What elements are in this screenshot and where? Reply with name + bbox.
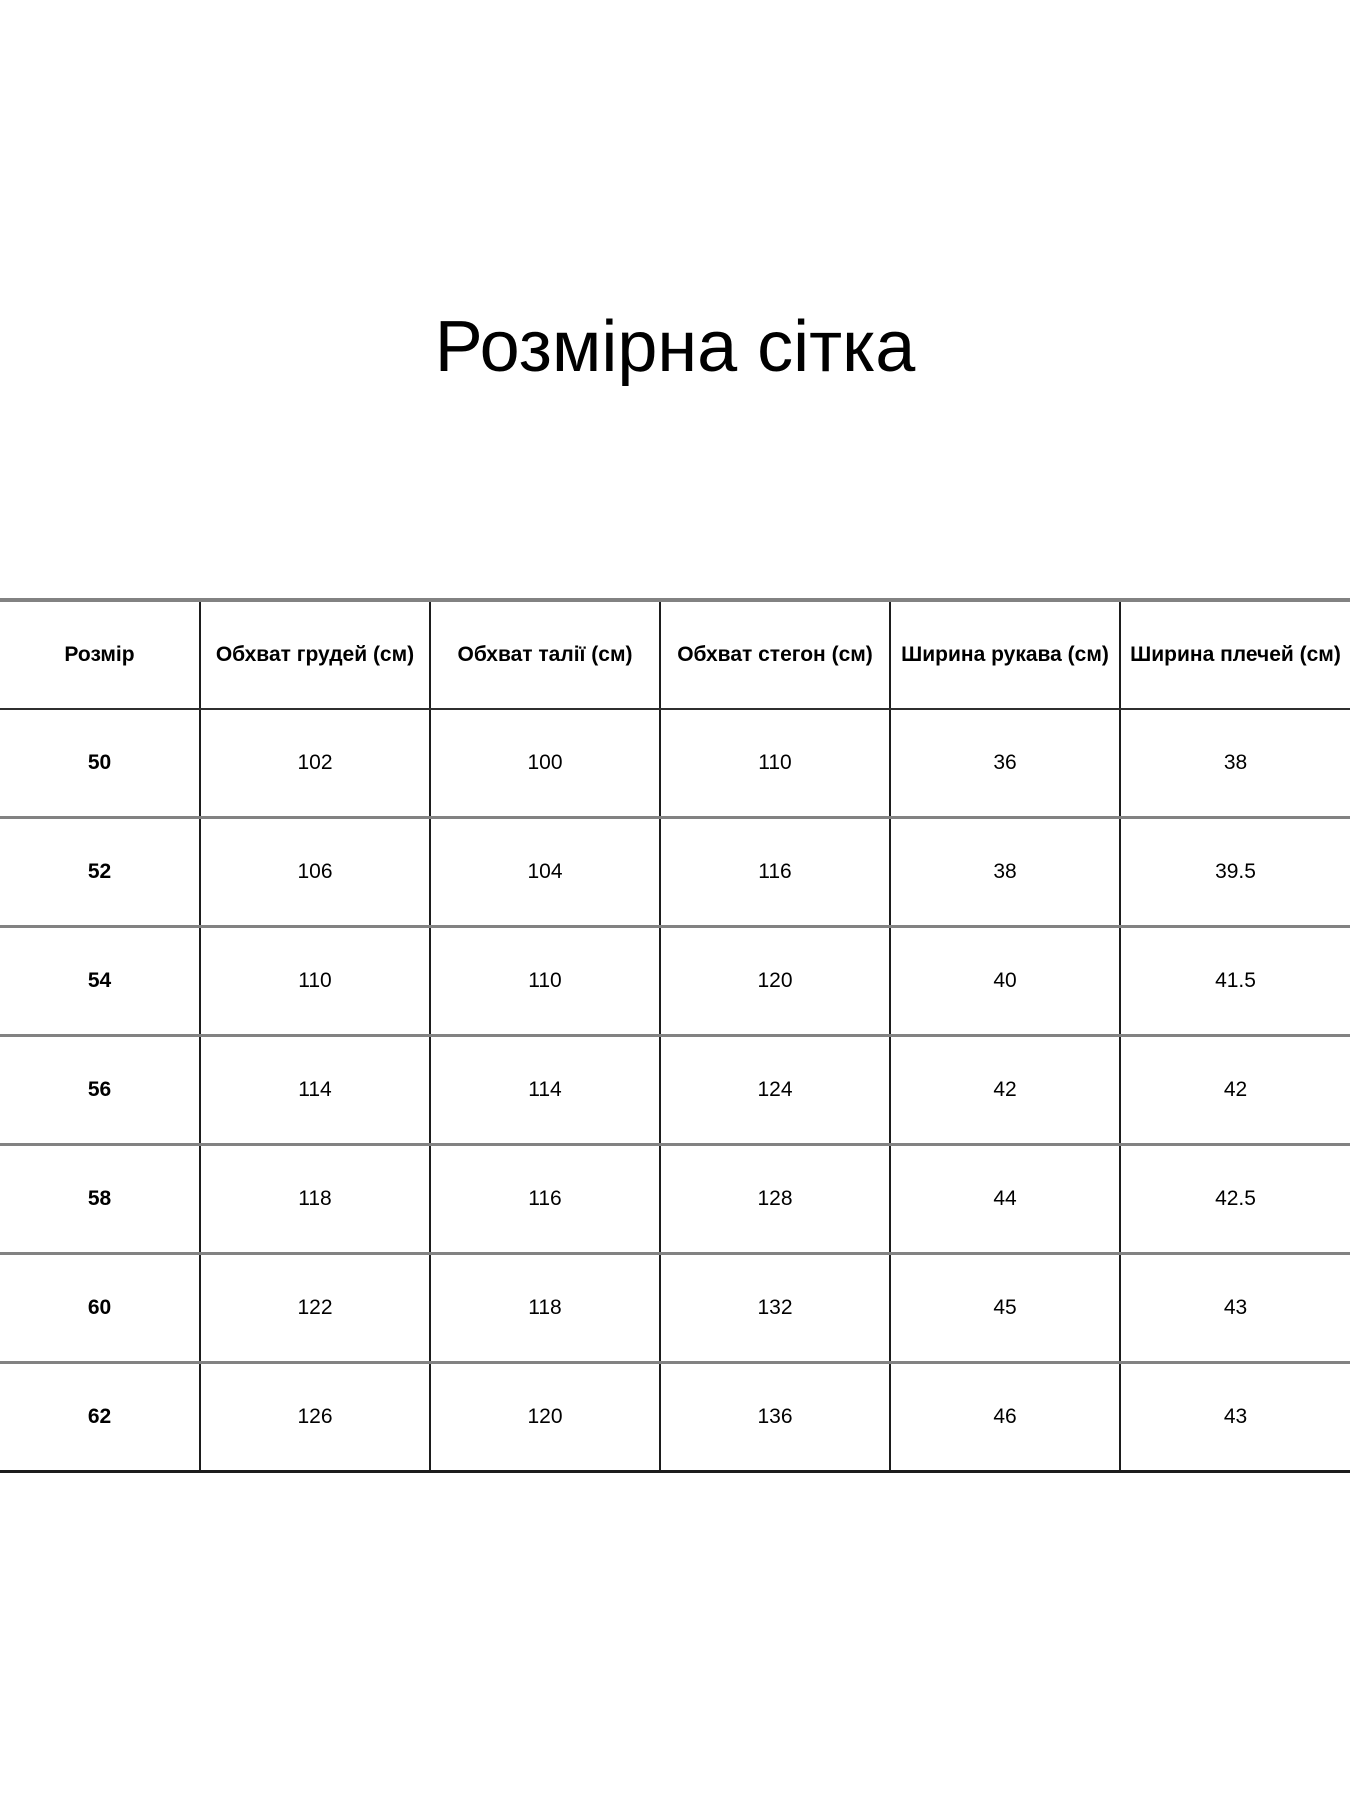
table-row [0, 1254, 1350, 1363]
table-header-cell: Обхват грудей (см) [200, 600, 430, 709]
table-header-cell: Обхват стегон (см) [660, 600, 890, 709]
measurement-cell: 110 [200, 927, 430, 1036]
measurement-cell: 38 [890, 818, 1120, 927]
measurement-cell: 120 [660, 927, 890, 1036]
measurement-cell: 106 [200, 818, 430, 927]
measurement-cell: 42 [890, 1036, 1120, 1145]
measurement-cell: 122 [200, 1254, 430, 1363]
table-body [0, 709, 1350, 1472]
measurement-cell: 110 [430, 927, 660, 1036]
measurement-cell: 36 [890, 709, 1120, 818]
size-cell: 60 [0, 1254, 200, 1363]
measurement-cell: 104 [430, 818, 660, 927]
measurement-cell: 43 [1120, 1254, 1350, 1363]
measurement-cell: 100 [430, 709, 660, 818]
size-cell: 56 [0, 1036, 200, 1145]
measurement-cell: 120 [430, 1363, 660, 1472]
table-row [0, 1145, 1350, 1254]
size-table [0, 598, 1350, 1473]
measurement-cell: 114 [200, 1036, 430, 1145]
measurement-cell: 128 [660, 1145, 890, 1254]
measurement-cell: 126 [200, 1363, 430, 1472]
measurement-cell: 118 [430, 1254, 660, 1363]
measurement-cell: 40 [890, 927, 1120, 1036]
table-header-cell: Обхват талії (см) [430, 600, 660, 709]
size-cell: 54 [0, 927, 200, 1036]
size-chart-container [0, 598, 1350, 1473]
size-cell: 52 [0, 818, 200, 927]
measurement-cell: 42.5 [1120, 1145, 1350, 1254]
table-row [0, 927, 1350, 1036]
measurement-cell: 44 [890, 1145, 1120, 1254]
table-header-row [0, 600, 1350, 709]
measurement-cell: 38 [1120, 709, 1350, 818]
measurement-cell: 118 [200, 1145, 430, 1254]
size-cell: 58 [0, 1145, 200, 1254]
measurement-cell: 114 [430, 1036, 660, 1145]
measurement-cell: 124 [660, 1036, 890, 1145]
measurement-cell: 46 [890, 1363, 1120, 1472]
measurement-cell: 39.5 [1120, 818, 1350, 927]
table-row [0, 1363, 1350, 1472]
page-title: Розмірна сітка [434, 307, 916, 388]
measurement-cell: 116 [430, 1145, 660, 1254]
table-row [0, 1036, 1350, 1145]
table-row [0, 709, 1350, 818]
measurement-cell: 102 [200, 709, 430, 818]
measurement-cell: 110 [660, 709, 890, 818]
table-header-cell: Ширина плечей (см) [1120, 600, 1350, 709]
measurement-cell: 45 [890, 1254, 1120, 1363]
measurement-cell: 42 [1120, 1036, 1350, 1145]
table-header-cell: Ширина рукава (см) [890, 600, 1120, 709]
measurement-cell: 132 [660, 1254, 890, 1363]
size-cell: 62 [0, 1363, 200, 1472]
table-row [0, 818, 1350, 927]
measurement-cell: 41.5 [1120, 927, 1350, 1036]
size-cell: 50 [87, 751, 112, 774]
table-header-cell: Розмір [0, 600, 200, 709]
measurement-cell: 116 [660, 818, 890, 927]
measurement-cell: 43 [1120, 1363, 1350, 1472]
measurement-cell: 136 [660, 1363, 890, 1472]
